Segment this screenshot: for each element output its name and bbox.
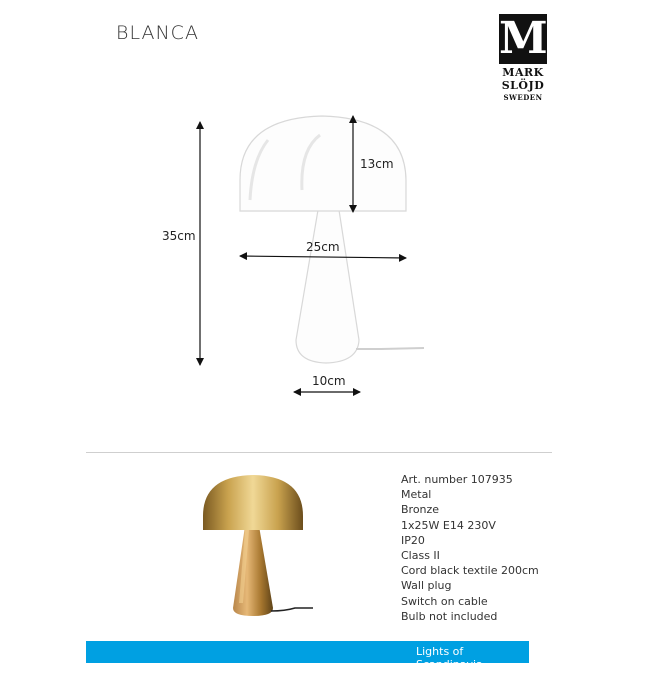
shade-height-label: 13cm (360, 157, 394, 171)
spec-item: Metal (401, 488, 432, 502)
spec-item: 1x25W E14 230V (401, 518, 496, 532)
logo-letter: M (499, 13, 548, 64)
spec-item: Cord black textile 200cm (401, 564, 539, 578)
spec-item: Class II (401, 549, 440, 563)
logo-line-1: MARK (502, 66, 544, 79)
logo-line-3: SWEDEN (503, 93, 543, 102)
lamp-cord (356, 348, 424, 349)
section-divider (86, 452, 552, 453)
spec-list (401, 472, 539, 624)
spec-item: Art. number 107935 (401, 473, 513, 486)
spec-item: IP20 (401, 533, 425, 547)
footer-text: Lights of Scandinavia (416, 645, 483, 671)
footer-bar (86, 641, 529, 671)
spec-item: Bulb not included (401, 609, 498, 623)
spec-item: Wall plug (401, 579, 452, 593)
shade-diameter-label: 25cm (306, 240, 340, 254)
base-diameter-label: 10cm (312, 374, 346, 388)
product-title: BLANCA (116, 22, 199, 44)
spec-item: Bronze (401, 503, 440, 517)
logo-line-2: SLÖJD (501, 79, 545, 92)
height-label: 35cm (162, 229, 196, 243)
spec-item: Switch on cable (401, 594, 488, 608)
product-photo (195, 468, 315, 628)
